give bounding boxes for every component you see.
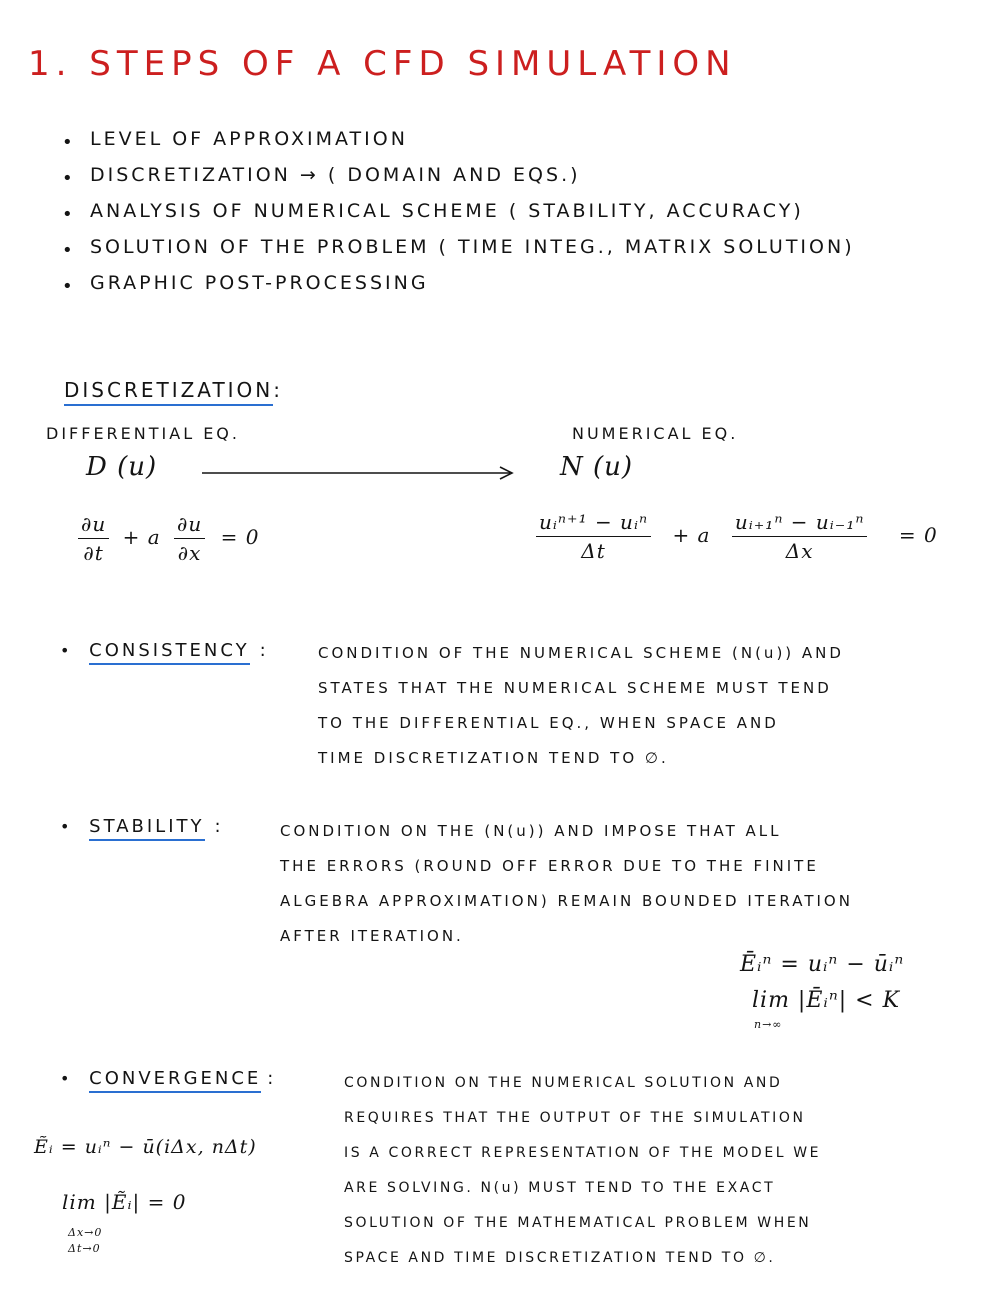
text-line: AFTER ITERATION. bbox=[280, 927, 464, 945]
text-line: CONDITION OF THE NUMERICAL SCHEME (N(u)) AND bbox=[318, 644, 844, 662]
step-text: LEVEL OF APPROXIMATION bbox=[90, 128, 408, 150]
stability-limit: lim |Ēᵢⁿ| < K bbox=[752, 988, 901, 1013]
text-line: CONDITION ON THE NUMERICAL SOLUTION AND bbox=[344, 1075, 783, 1091]
bullet-icon: • bbox=[60, 1069, 73, 1088]
text-line: THE ERRORS (ROUND OFF ERROR DUE TO THE FINITE bbox=[280, 857, 819, 875]
differential-equation: $\frac{\partial u}{\partial t}$ + a $\frac{\partial u}{\partial x}$ = 0 bbox=[78, 512, 259, 565]
text-line: SOLUTION OF THE MATHEMATICAL PROBLEM WHEN bbox=[344, 1215, 812, 1231]
text-line: ALGEBRA APPROXIMATION) REMAIN BOUNDED ITERATION bbox=[280, 892, 853, 910]
convergence-limit-subscript-dt: Δt→0 bbox=[68, 1242, 101, 1255]
text-line: REQUIRES THAT THE OUTPUT OF THE SIMULATION bbox=[344, 1110, 806, 1126]
stability-heading: • STABILITY : bbox=[60, 816, 224, 837]
bullet-icon: • bbox=[62, 168, 76, 189]
space-derivative: $\frac{\partial u}{\partial x}$ bbox=[174, 512, 205, 565]
text-line: CONDITION ON THE (N(u)) AND IMPOSE THAT ALL bbox=[280, 822, 782, 840]
convergence-title: CONVERGENCE bbox=[89, 1068, 261, 1093]
bullet-icon: • bbox=[62, 240, 76, 261]
text-line: TO THE DIFFERENTIAL EQ., WHEN SPACE AND bbox=[318, 714, 779, 732]
bullet-icon: • bbox=[62, 204, 76, 225]
convergence-text bbox=[344, 1066, 821, 1276]
bullet-icon: • bbox=[62, 276, 76, 297]
consistency-title: CONSISTENCY bbox=[89, 640, 249, 665]
mapping-arrow-icon bbox=[200, 463, 520, 483]
consistency-text bbox=[318, 636, 844, 776]
text-line: IS A CORRECT REPRESENTATION OF THE MODEL WE bbox=[344, 1145, 822, 1161]
step-text: ANALYSIS OF NUMERICAL SCHEME ( STABILITY, ACCURACY) bbox=[90, 200, 804, 222]
stability-limit-subscript: n→∞ bbox=[754, 1018, 783, 1031]
convergence-limit-subscript-dx: Δx→0 bbox=[68, 1226, 103, 1239]
step-text: GRAPHIC POST-PROCESSING bbox=[90, 272, 429, 294]
discretization-title: DISCRETIZATION bbox=[64, 378, 273, 406]
bullet-icon: • bbox=[60, 641, 73, 660]
bullet-icon: • bbox=[60, 817, 73, 836]
bullet-icon: • bbox=[62, 132, 76, 153]
stability-title: STABILITY bbox=[89, 816, 204, 841]
time-derivative: $\frac{\partial u}{\partial t}$ bbox=[78, 512, 109, 565]
consistency-heading: • CONSISTENCY : bbox=[60, 640, 269, 661]
differential-operator: D (u) bbox=[86, 452, 158, 482]
stability-text bbox=[280, 814, 853, 954]
text-line: SPACE AND TIME DISCRETIZATION TEND TO ∅. bbox=[344, 1250, 776, 1266]
colon: : bbox=[273, 378, 284, 402]
step-text: SOLUTION OF THE PROBLEM ( TIME INTEG., MATRIX SOLUTION) bbox=[90, 236, 855, 258]
stability-error-definition: Ēᵢⁿ = uᵢⁿ − ūᵢⁿ bbox=[740, 952, 905, 977]
text-line: STATES THAT THE NUMERICAL SCHEME MUST TEND bbox=[318, 679, 832, 697]
numerical-equation: $\frac{\text{uᵢⁿ⁺¹ − uᵢⁿ}}{\Delta t}$ + a $\frac{\text{uᵢ₊₁ⁿ − uᵢ₋₁ⁿ}}{\Delta x}$ = 0 bbox=[536, 510, 938, 563]
space-difference: $\frac{\text{uᵢ₊₁ⁿ − uᵢ₋₁ⁿ}}{\Delta x}$ bbox=[732, 510, 868, 563]
convergence-error-definition: Ẽᵢ = uᵢⁿ − ū(iΔx, nΔt) bbox=[34, 1136, 257, 1158]
text-line: TIME DISCRETIZATION TEND TO ∅. bbox=[318, 749, 669, 767]
differential-eq-label: DIFFERENTIAL EQ. bbox=[46, 424, 240, 443]
discretization-heading bbox=[64, 378, 283, 402]
numerical-operator: N (u) bbox=[560, 452, 634, 482]
step-text: DISCRETIZATION → ( DOMAIN AND EQS.) bbox=[90, 164, 581, 186]
page-title: 1. STEPS OF A CFD SIMULATION bbox=[28, 44, 737, 84]
convergence-heading: • CONVERGENCE : bbox=[60, 1068, 276, 1089]
time-difference: $\frac{\text{uᵢⁿ⁺¹ − uᵢⁿ}}{\Delta t}$ bbox=[536, 510, 651, 563]
numerical-eq-label: NUMERICAL EQ. bbox=[572, 424, 739, 443]
convergence-limit: lim |Ẽᵢ| = 0 bbox=[62, 1190, 187, 1214]
text-line: ARE SOLVING. N(u) MUST TEND TO THE EXACT bbox=[344, 1180, 776, 1196]
